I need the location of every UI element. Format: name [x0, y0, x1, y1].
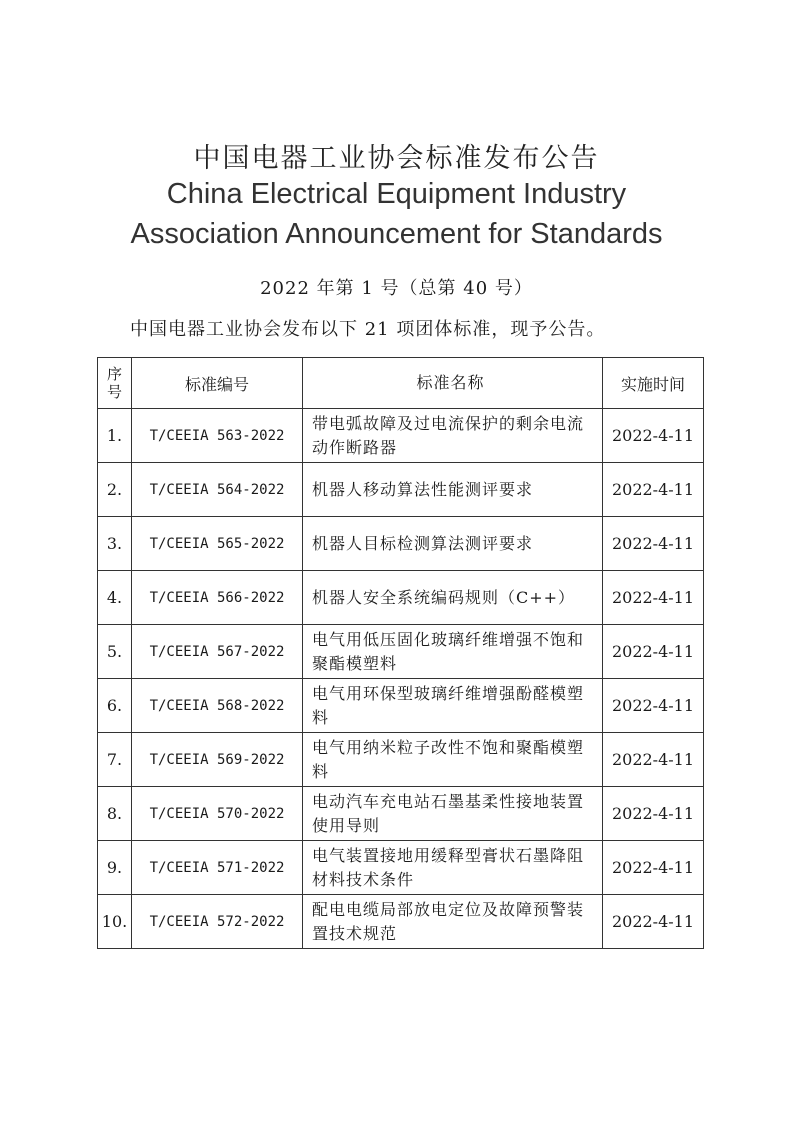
- table-header-row: [98, 358, 704, 409]
- standard-name: 机器人移动算法性能测评要求: [303, 463, 603, 517]
- page-title-en-line2: Association Announcement for Standards: [130, 218, 663, 250]
- row-number: 6.: [98, 679, 132, 733]
- table-row: [98, 679, 704, 733]
- issue-number: 2022 年第 1 号（总第 40 号）: [260, 278, 533, 299]
- effective-date: 2022-4-11: [603, 625, 704, 679]
- row-number: 7.: [98, 733, 132, 787]
- standard-name: 电动汽车充电站石墨基柔性接地装置使用导则: [303, 787, 603, 841]
- effective-date: 2022-4-11: [603, 571, 704, 625]
- effective-date: 2022-4-11: [603, 679, 704, 733]
- table-row: [98, 625, 704, 679]
- table-row: [98, 517, 704, 571]
- page-title-en-line1: China Electrical Equipment Industry: [166, 178, 627, 210]
- header-name: 标准名称: [303, 358, 603, 409]
- page-title-cn: 中国电器工业协会标准发布公告: [193, 143, 600, 174]
- header-no-line2: 号: [106, 383, 122, 401]
- header-code: 标准编号: [132, 358, 303, 409]
- effective-date: 2022-4-11: [603, 841, 704, 895]
- intro-text: 中国电器工业协会发布以下 21 项团体标准，现予公告。: [130, 319, 606, 340]
- effective-date: 2022-4-11: [603, 733, 704, 787]
- standard-code: T/CEEIA 565-2022: [132, 517, 303, 571]
- row-number: 9.: [98, 841, 132, 895]
- row-number: 4.: [98, 571, 132, 625]
- standard-name: 电气装置接地用缓释型膏状石墨降阻材料技术条件: [303, 841, 603, 895]
- header-no: [98, 358, 132, 409]
- header-no-line1: 序: [106, 365, 122, 383]
- effective-date: 2022-4-11: [603, 787, 704, 841]
- standard-code: T/CEEIA 564-2022: [132, 463, 303, 517]
- standard-name: 配电电缆局部放电定位及故障预警装置技术规范: [303, 895, 603, 949]
- table-row: [98, 787, 704, 841]
- table-row: [98, 733, 704, 787]
- row-number: 3.: [98, 517, 132, 571]
- row-number: 8.: [98, 787, 132, 841]
- standard-name: 电气用环保型玻璃纤维增强酚醛模塑料: [303, 679, 603, 733]
- row-number: 1.: [98, 409, 132, 463]
- standards-table: [97, 357, 704, 949]
- table-row: [98, 841, 704, 895]
- table-row: [98, 895, 704, 949]
- standard-name: 电气用低压固化玻璃纤维增强不饱和聚酯模塑料: [303, 625, 603, 679]
- standard-name: 机器人安全系统编码规则（C++）: [303, 571, 603, 625]
- standard-code: T/CEEIA 572-2022: [132, 895, 303, 949]
- standard-code: T/CEEIA 567-2022: [132, 625, 303, 679]
- effective-date: 2022-4-11: [603, 463, 704, 517]
- standard-name: 机器人目标检测算法测评要求: [303, 517, 603, 571]
- standard-code: T/CEEIA 570-2022: [132, 787, 303, 841]
- effective-date: 2022-4-11: [603, 517, 704, 571]
- row-number: 2.: [98, 463, 132, 517]
- header-date: 实施时间: [603, 358, 704, 409]
- standard-name: 电气用纳米粒子改性不饱和聚酯模塑料: [303, 733, 603, 787]
- row-number: 5.: [98, 625, 132, 679]
- standard-code: T/CEEIA 569-2022: [132, 733, 303, 787]
- standard-code: T/CEEIA 563-2022: [132, 409, 303, 463]
- table-row: [98, 463, 704, 517]
- standard-code: T/CEEIA 571-2022: [132, 841, 303, 895]
- standard-name: 带电弧故障及过电流保护的剩余电流动作断路器: [303, 409, 603, 463]
- standard-code: T/CEEIA 568-2022: [132, 679, 303, 733]
- page-title-en: [0, 174, 793, 254]
- effective-date: 2022-4-11: [603, 895, 704, 949]
- table-row: [98, 571, 704, 625]
- row-number: 10.: [98, 895, 132, 949]
- standard-code: T/CEEIA 566-2022: [132, 571, 303, 625]
- table-row: [98, 409, 704, 463]
- effective-date: 2022-4-11: [603, 409, 704, 463]
